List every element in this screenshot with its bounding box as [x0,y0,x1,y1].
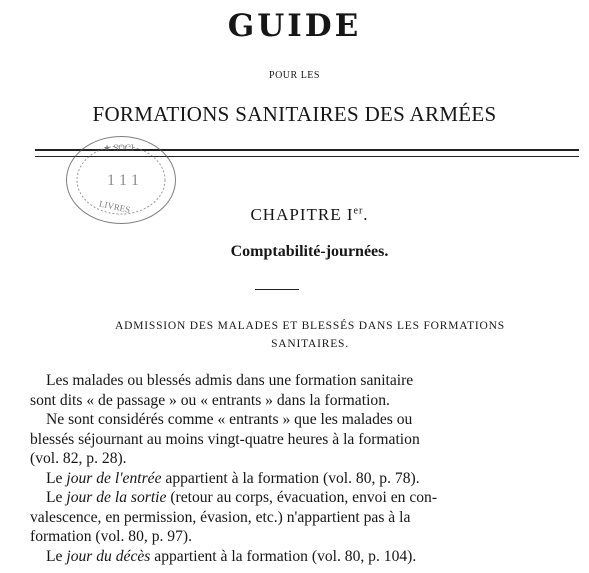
paragraph-3-emphasis: jour de l'entrée [66,469,162,487]
paragraph-4-line-3: formation (vol. 80, p. 97). [30,528,192,545]
paragraph-4-pre: Le [46,489,67,506]
section-heading [40,317,580,353]
paragraph-2-line-2: blessés séjournant au moins vingt-quatre heures à la formation [30,430,420,448]
stamp-text-top: ★ SOCI [103,143,134,153]
paragraph-5-post: appartient à la formation (vol. 80, p. 104). [150,547,417,565]
chapter-ordinal: er [353,205,364,217]
body-text [30,371,585,566]
section-heading-line-1: ADMISSION DES MALADES ET BLESSÉS DANS LES FORMATIONS [115,320,505,332]
paragraph-5 [30,547,585,567]
pour-les-label: POUR LES [269,70,320,81]
paragraph-5-pre: Le [46,547,67,565]
short-divider [255,289,299,290]
paragraph-3-pre: Le [46,469,67,487]
section-heading-line-2: SANITAIRES. [271,338,349,350]
stamp-text-bottom: LIVRES [98,198,132,215]
main-title: FORMATIONS SANITAIRES DES ARMÉES [92,102,497,126]
paragraph-4-line-1 [30,488,585,508]
paragraph-4-emphasis: jour de la sortie [66,489,167,506]
paragraph-4-line-2: valescence, en permission, évasion, etc.) n'appartient pas à la [30,508,411,526]
paragraph-2-line-3: (vol. 82, p. 28). [30,450,127,467]
paragraph-4-post: (retour au corps, évacuation, envoi en con- [166,489,438,506]
paragraph-2-line-1: Ne sont considérés comme « entrants » que les malades ou [46,411,413,428]
chapter-label: CHAPITRE I [250,205,354,224]
paragraph-3-post: appartient à la formation (vol. 80, p. 78). [161,469,420,487]
chapter-heading [0,205,589,225]
paragraph-5-emphasis: jour du décès [66,547,151,565]
paragraph-1-line-2: sont dits « de passage » ou « entrants » dans la formation. [30,391,390,409]
chapter-period: . [363,205,369,224]
paragraph-3 [30,469,585,489]
guide-title: GUIDE [227,8,362,44]
stamp-text-center: 1 1 1 [107,172,139,189]
paragraph-1-line-1: Les malades ou blessés admis dans une formation sanitaire [46,372,414,389]
chapter-subtitle: Comptabilité-journées. [230,243,389,260]
